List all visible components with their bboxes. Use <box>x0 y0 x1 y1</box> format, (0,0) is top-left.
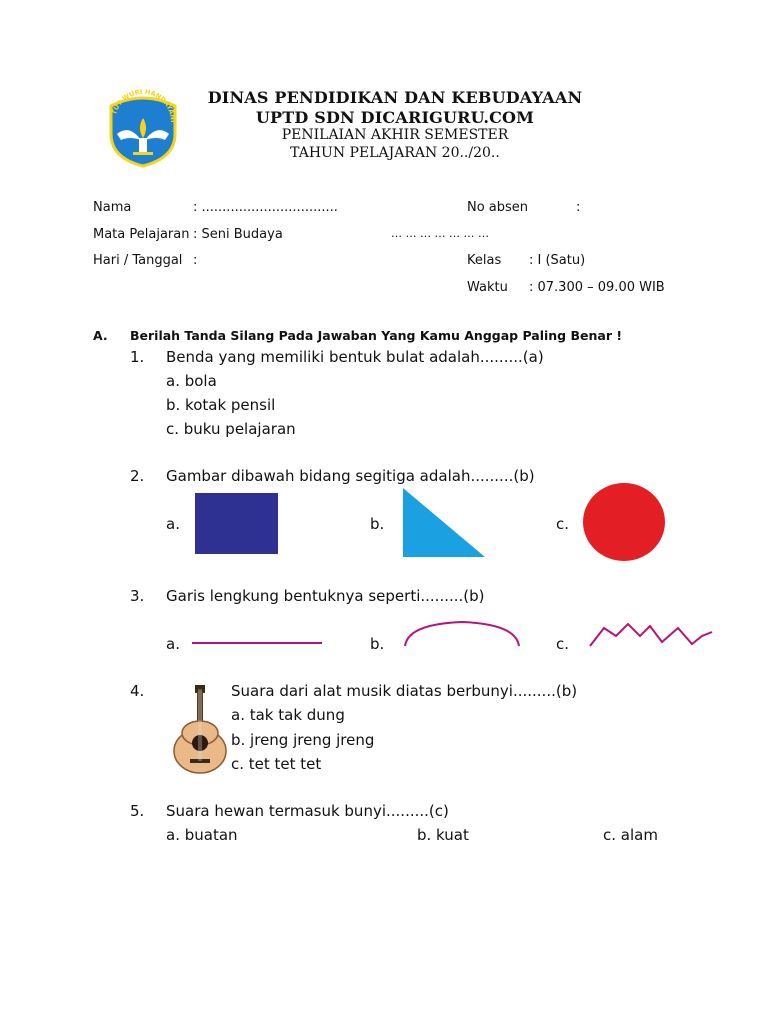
q2-option-c: c. <box>556 515 570 533</box>
hari-value: : <box>193 253 198 268</box>
waktu-value: : 07.300 – 09.00 WIB <box>529 280 665 295</box>
q2-option-b: b. <box>370 515 385 533</box>
q4-option-b: b. jreng jreng jreng <box>231 731 375 749</box>
q2-number: 2. <box>130 467 145 485</box>
q4-text: Suara dari alat musik diatas berbunyi.........(b) <box>231 682 578 700</box>
q1-option-a: a. bola <box>166 372 217 390</box>
svg-text:TUT WURI HANDAYANI: TUT WURI HANDAYANI <box>110 88 178 123</box>
header-line2: UPTD SDN DICARIGURU.COM <box>255 108 535 127</box>
q1-option-c: c. buku pelajaran <box>166 420 296 438</box>
mapel-label: Mata Pelajaran <box>93 227 190 242</box>
kelas-label: Kelas <box>467 253 502 268</box>
q5-option-b: b. kuat <box>417 826 469 844</box>
q4-option-c: c. tet tet tet <box>231 755 322 773</box>
hari-label: Hari / Tanggal <box>93 253 183 268</box>
waktu-label: Waktu <box>467 280 508 295</box>
section-instruction: Berilah Tanda Silang Pada Jawaban Yang Kamu Anggap Paling Benar ! <box>130 328 623 343</box>
mapel-value: : Seni Budaya <box>193 227 283 242</box>
cyan-triangle-shape <box>402 487 486 558</box>
nama-value: : ................................. <box>193 200 338 215</box>
q1-text: Benda yang memiliki bentuk bulat adalah.........(a) <box>166 348 544 366</box>
zigzag-line-shape <box>588 620 714 650</box>
header-line1: DINAS PENDIDIKAN DAN KEBUDAYAAN <box>207 88 583 107</box>
guitar-image <box>168 685 230 777</box>
q3-option-b: b. <box>370 635 385 653</box>
q4-option-a: a. tak tak dung <box>231 706 345 724</box>
header-line4: TAHUN PELAJARAN 20../20.. <box>290 145 500 161</box>
mapel-dots: … … … … … … … <box>391 227 489 240</box>
kelas-value: : I (Satu) <box>529 253 586 268</box>
nama-label: Nama <box>93 200 132 215</box>
curved-line-shape <box>402 618 522 648</box>
q3-option-a: a. <box>166 635 180 653</box>
header-line3: PENILAIAN AKHIR SEMESTER <box>281 127 509 143</box>
q2-text: Gambar dibawah bidang segitiga adalah.........(b) <box>166 467 535 485</box>
q5-option-c: c. alam <box>603 826 658 844</box>
no-absen-label: No absen <box>467 200 529 215</box>
q3-option-c: c. <box>556 635 570 653</box>
q5-number: 5. <box>130 802 145 820</box>
q1-option-b: b. kotak pensil <box>166 396 276 414</box>
q4-number: 4. <box>130 682 145 700</box>
q1-number: 1. <box>130 348 145 366</box>
q3-number: 3. <box>130 587 145 605</box>
q5-text: Suara hewan termasuk bunyi.........(c) <box>166 802 449 820</box>
red-circle-shape <box>582 482 666 562</box>
q5-option-a: a. buatan <box>166 826 238 844</box>
section-letter: A. <box>93 328 108 343</box>
no-absen-value: : <box>576 200 581 215</box>
q2-option-a: a. <box>166 515 180 533</box>
straight-line-shape <box>190 636 324 650</box>
q3-text: Garis lengkung bentuknya seperti.........(b) <box>166 587 485 605</box>
blue-square-shape <box>195 493 278 554</box>
